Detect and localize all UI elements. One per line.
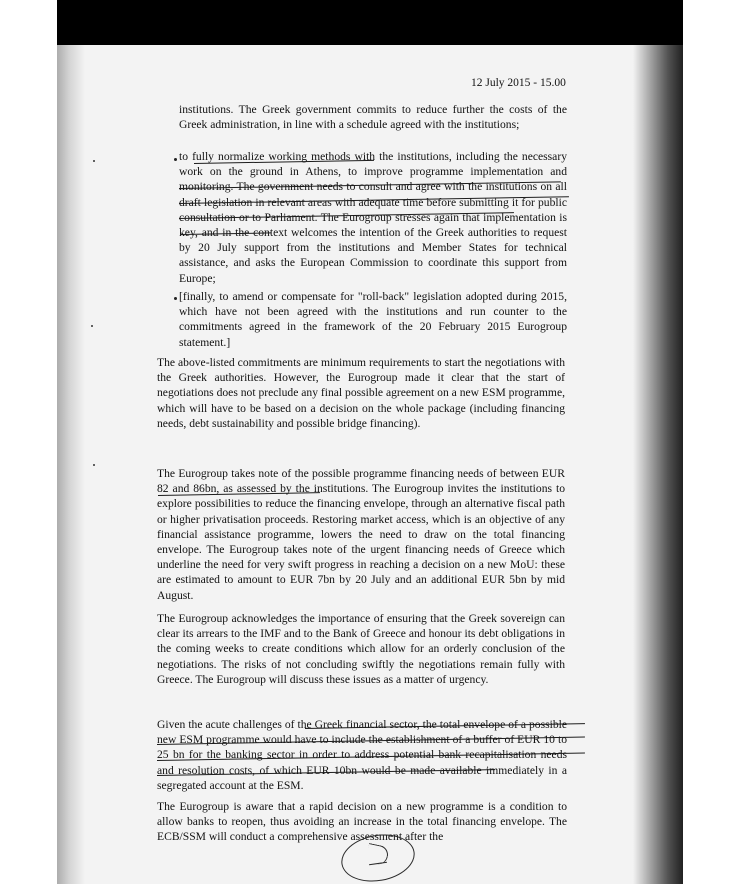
paragraph-minimum-requirements: The above-listed commitments are minimum requirements to start the negotiations with the Greek authorities. However, the Eurogroup made it clear that the start of negotiations does not preclude any final possible agreement on a new ESM programme, which will have to be based on a decision on the whole package (including financing needs, debt sustainability and possible bridge financing). [157, 356, 565, 430]
scan-mark [93, 160, 95, 162]
bullet-icon [174, 297, 177, 300]
bullet-icon [174, 158, 177, 161]
date-stamp: 12 July 2015 - 15.00 [471, 77, 566, 89]
paragraph-arrears-imf: The Eurogroup acknowledges the importance of ensuring that the Greek sovereign can clear its arrears to the IMF and to the Bank of Greece and honour its debt obligations in the coming weeks to create conditions which allow for an orderly conclusion of the negotiations. The risks of not concluding swiftly the negotiations remain fully with Greece. The Eurogroup will discuss these issues as a matter of urgency. [157, 612, 565, 686]
scanned-page-frame [57, 0, 683, 884]
scan-mark [93, 464, 95, 466]
scan-mark [91, 325, 93, 327]
paragraph-financing-needs: The Eurogroup takes note of the possible programme financing needs of between EUR 82 and 86bn, as assessed by the institutions. The Eurogroup invites the institutions to explore possibilities to reduce the financing envelope, through an alternative fiscal path or higher privatisation proceeds. Restoring market access, which is an objective of any financial assistance programme, lowers the need to draw on the total financing envelope. The Eurogroup takes note of the urgent financing needs of Greece which underline the need for very swift progress in reaching a decision on a new MoU: these are estimated to amount to EUR 7bn by 20 July and an additional EUR 5bn by mid August. [157, 467, 565, 602]
paragraph-roll-back-legislation: [finally, to amend or compensate for "roll-back" legislation adopted during 2015, which have not been agreed with the institutions and run counter to the commitments agreed in the framework of the 20 February 2015 Eurogroup statement.] [179, 290, 567, 349]
scanned-paper [57, 45, 683, 884]
paragraph-normalize-working-methods: to fully normalize working methods with the institutions, including the necessary work on the ground in Athens, to improve programme implementation and monitoring. The government needs to consult and agree with the institutions on all draft legislation in relevant areas with adequate time before submitting it for public consultation or to Parliament. The Eurogroup stresses again that implementation is key, and in the context welcomes the intention of the Greek authorities to request by 20 July support from the institutions and Member States for technical assistance, and asks the European Commission to coordinate this support from Europe; [179, 150, 567, 285]
paragraph-institutions-costs: institutions. The Greek government commits to reduce further the costs of the Greek administration, in line with a schedule agreed with the institutions; [179, 103, 567, 132]
paragraph-banks-reopen: The Eurogroup is aware that a rapid decision on a new programme is a condition to allow banks to reopen, thus avoiding an increase in the total financing envelope. The ECB/SSM will conduct a comprehensive assessment after the [157, 800, 567, 844]
paragraph-banking-buffer: Given the acute challenges of the Greek financial sector, the total envelope of a possible new ESM programme would have to include the establishment of a buffer of EUR 10 to 25 bn for the banking sector in order to address potential bank recapitalisation needs and resolution costs, of which EUR 10bn would be made available immediately in a segregated account at the ESM. [157, 718, 567, 792]
